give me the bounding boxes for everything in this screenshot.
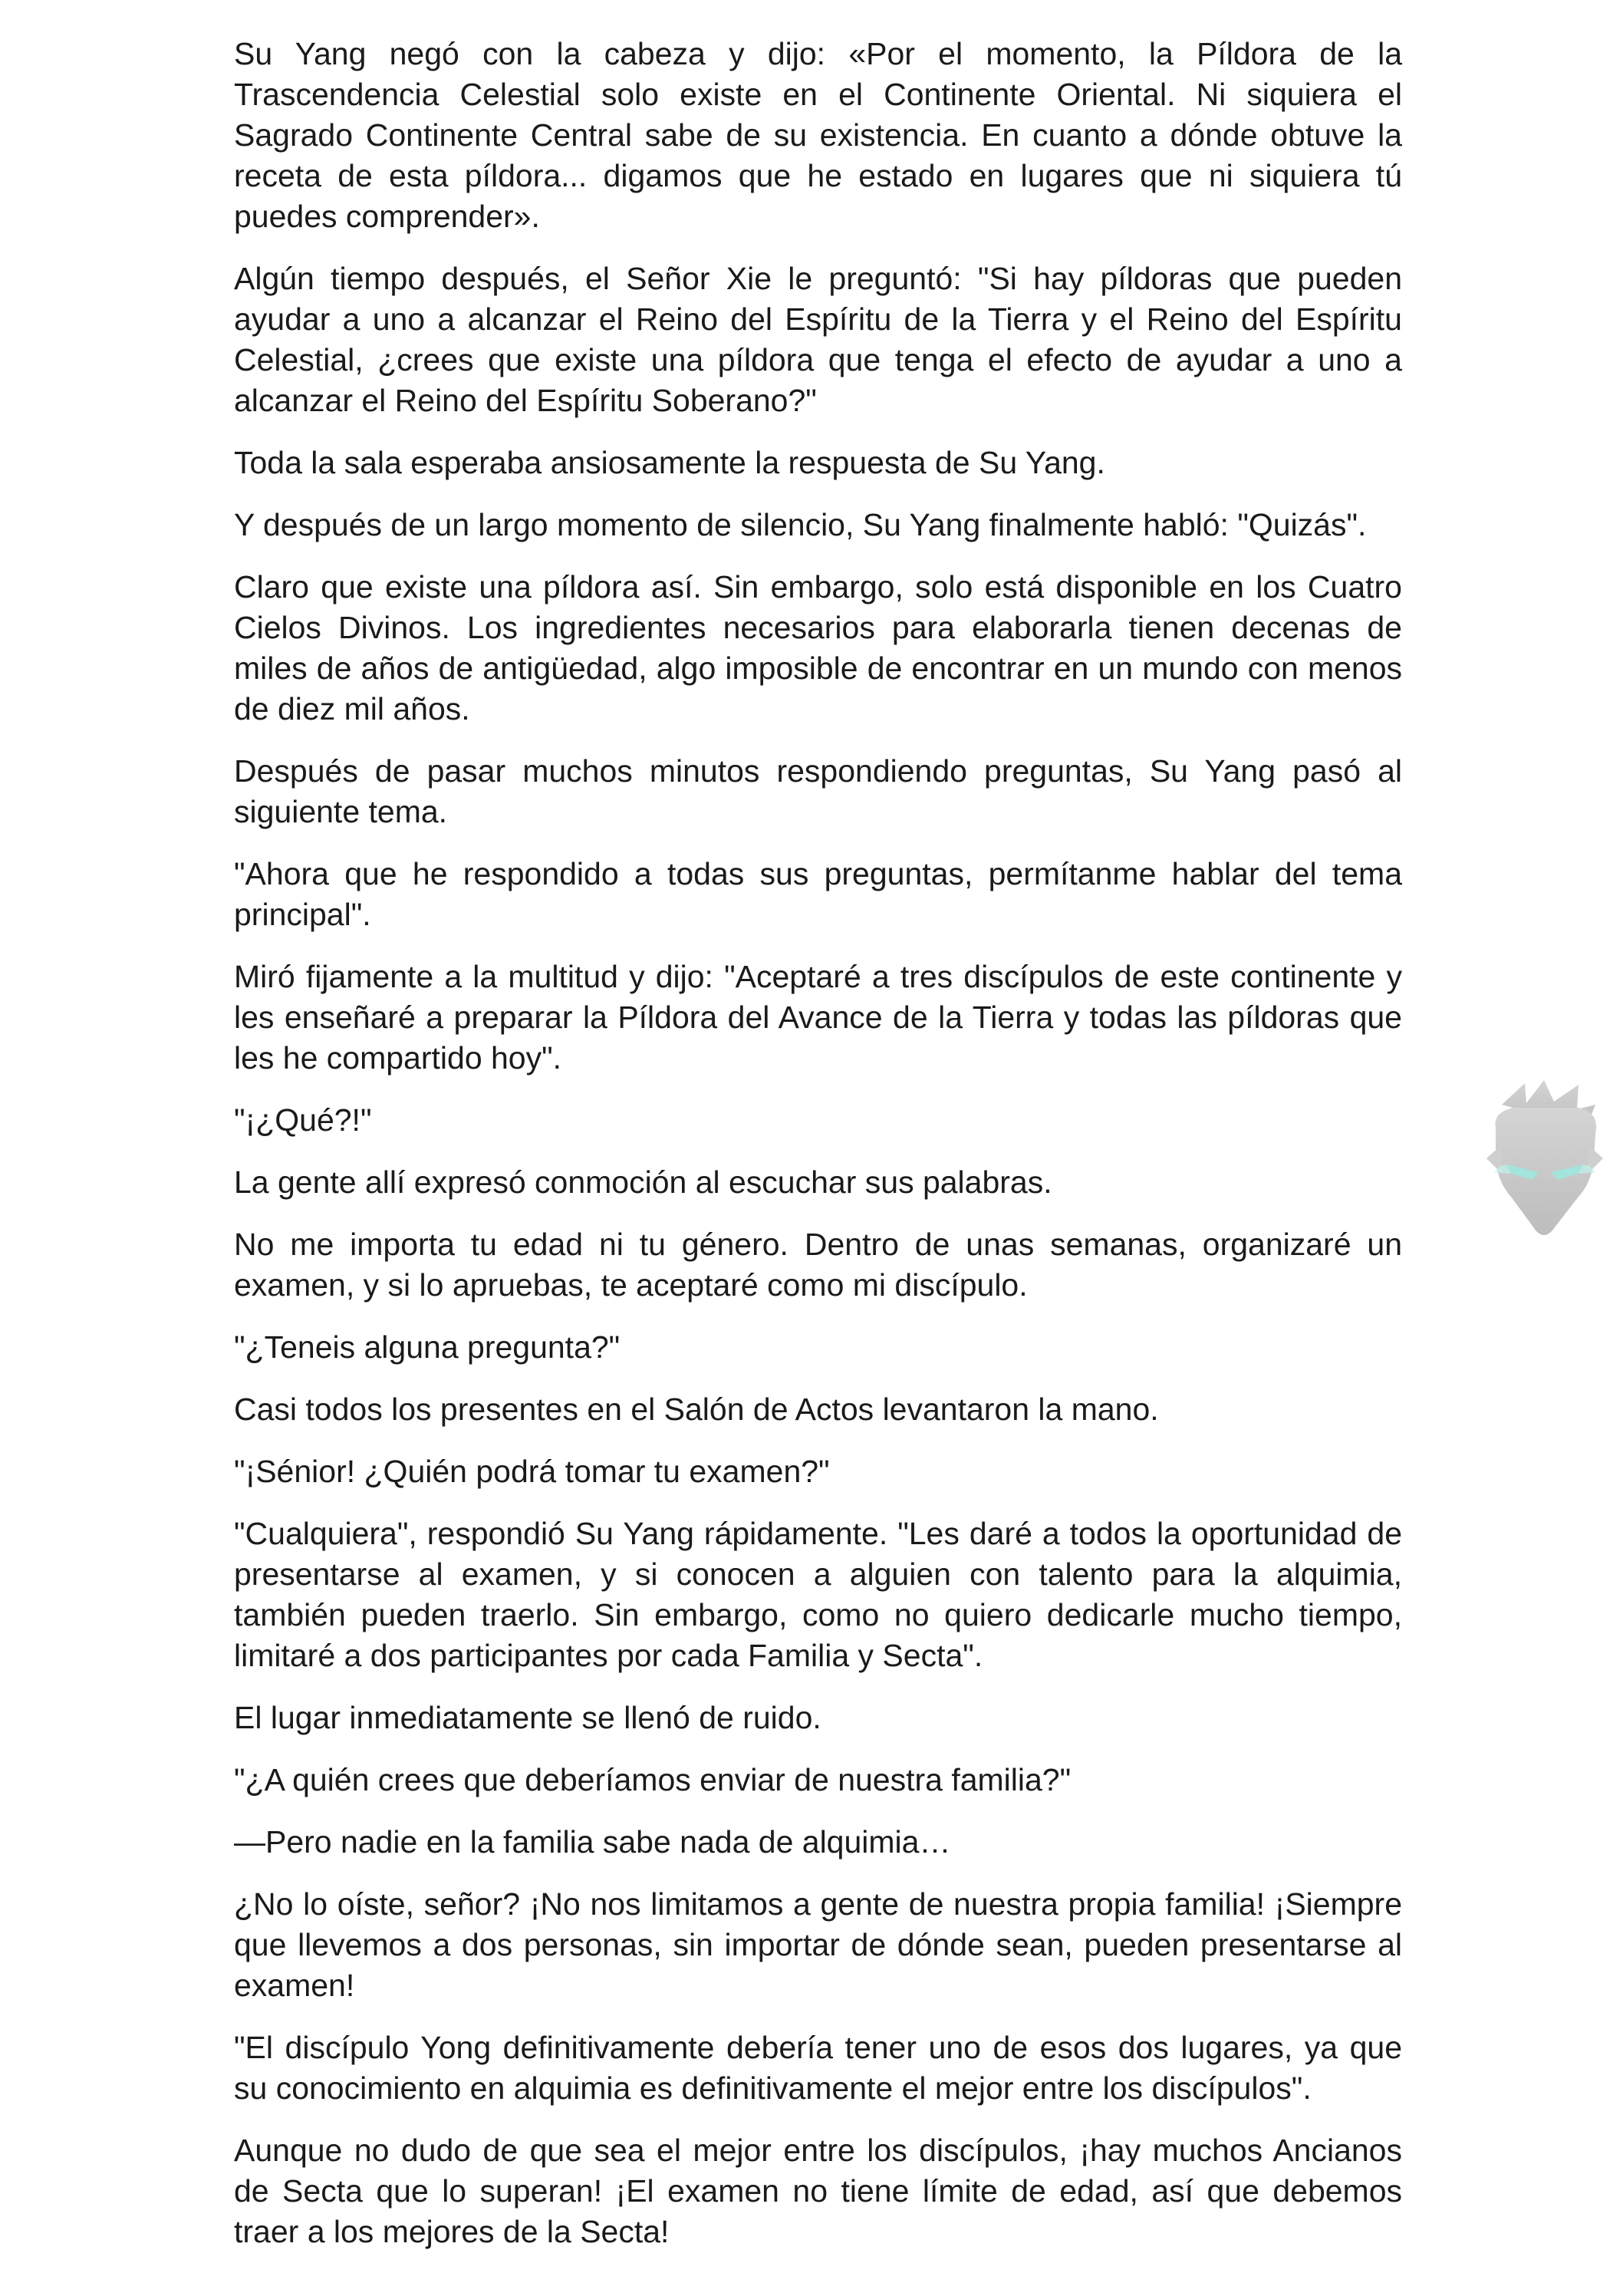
paragraph-8: Miró fijamente a la multitud y dijo: "Aceptaré a tres discípulos de este continente y les enseñaré a preparar la Píldora del Avance de la Tierra y todas las píldoras que les he compartido hoy". [234, 959, 1402, 1076]
paragraph-16: El lugar inmediatamente se llenó de ruido. [234, 1700, 821, 1735]
paragraph-9: "¡¿Qué?!" [234, 1102, 372, 1138]
paragraph-12: "¿Teneis alguna pregunta?" [234, 1329, 621, 1365]
paragraph-1: Su Yang negó con la cabeza y dijo: «Por el momento, la Píldora de la Trascendencia Celestial solo existe en el Continente Oriental. Ni siquiera el Sagrado Continente Central sabe de su existencia. En cuanto a dónde obtuve la receta de esta píldora... digamos que he estado en lugares que ni siquiera tú puedes comprender». [234, 36, 1402, 234]
paragraph-15: "Cualquiera", respondió Su Yang rápidamente. "Les daré a todos la oportunidad de presentarse al examen, y si conocen a alguien con talento para la alquimia, también pueden traerlo. Sin embargo, como no quiero dedicarle mucho tiempo, limitaré a dos participantes por cada Familia y Secta". [234, 1516, 1402, 1673]
paragraph-5: Claro que existe una píldora así. Sin embargo, solo está disponible en los Cuatro Cielos Divinos. Los ingredientes necesarios para elaborarla tienen decenas de miles de años de antigüedad, algo imposible de encontrar en un mundo con menos de diez mil años. [234, 569, 1402, 726]
paragraph-4: Y después de un largo momento de silencio, Su Yang finalmente habló: "Quizás". [234, 507, 1367, 542]
paragraph-14: "¡Sénior! ¿Quién podrá tomar tu examen?" [234, 1454, 830, 1489]
paragraph-7: "Ahora que he respondido a todas sus preguntas, permítanme hablar del tema principal". [234, 856, 1402, 932]
demon-head-watermark-icon [1471, 1074, 1617, 1243]
paragraph-6: Después de pasar muchos minutos respondiendo preguntas, Su Yang pasó al siguiente tema. [234, 753, 1402, 829]
paragraph-21: Aunque no dudo de que sea el mejor entre los discípulos, ¡hay muchos Ancianos de Secta que lo superan! ¡El examen no tiene límite de edad, así que debemos traer a los mejores de la Secta! [234, 2133, 1402, 2249]
paragraph-3: Toda la sala esperaba ansiosamente la respuesta de Su Yang. [234, 445, 1105, 480]
paragraph-2: Algún tiempo después, el Señor Xie le preguntó: "Si hay píldoras que pueden ayudar a uno a alcanzar el Reino del Espíritu de la Tierra y el Reino del Espíritu Celestial, ¿crees que existe una píldora que tenga el efecto de ayudar a uno a alcanzar el Reino del Espíritu Soberano?" [234, 261, 1402, 418]
paragraph-10: La gente allí expresó conmoción al escuchar sus palabras. [234, 1164, 1052, 1200]
paragraph-11: No me importa tu edad ni tu género. Dentro de unas semanas, organizaré un examen, y si lo apruebas, te aceptaré como mi discípulo. [234, 1227, 1402, 1303]
paragraph-13: Casi todos los presentes en el Salón de Actos levantaron la mano. [234, 1392, 1159, 1427]
paragraph-17: "¿A quién crees que deberíamos enviar de nuestra familia?" [234, 1762, 1072, 1797]
document-body [234, 34, 1402, 2274]
paragraph-20: "El discípulo Yong definitivamente debería tener uno de esos dos lugares, ya que su conocimiento en alquimia es definitivamente el mejor entre los discípulos". [234, 2030, 1402, 2106]
paragraph-19: ¿No lo oíste, señor? ¡No nos limitamos a gente de nuestra propia familia! ¡Siempre que llevemos a dos personas, sin importar de dónde sean, pueden presentarse al examen! [234, 1886, 1402, 2003]
paragraph-18: —Pero nadie en la familia sabe nada de alquimia… [234, 1824, 951, 1860]
